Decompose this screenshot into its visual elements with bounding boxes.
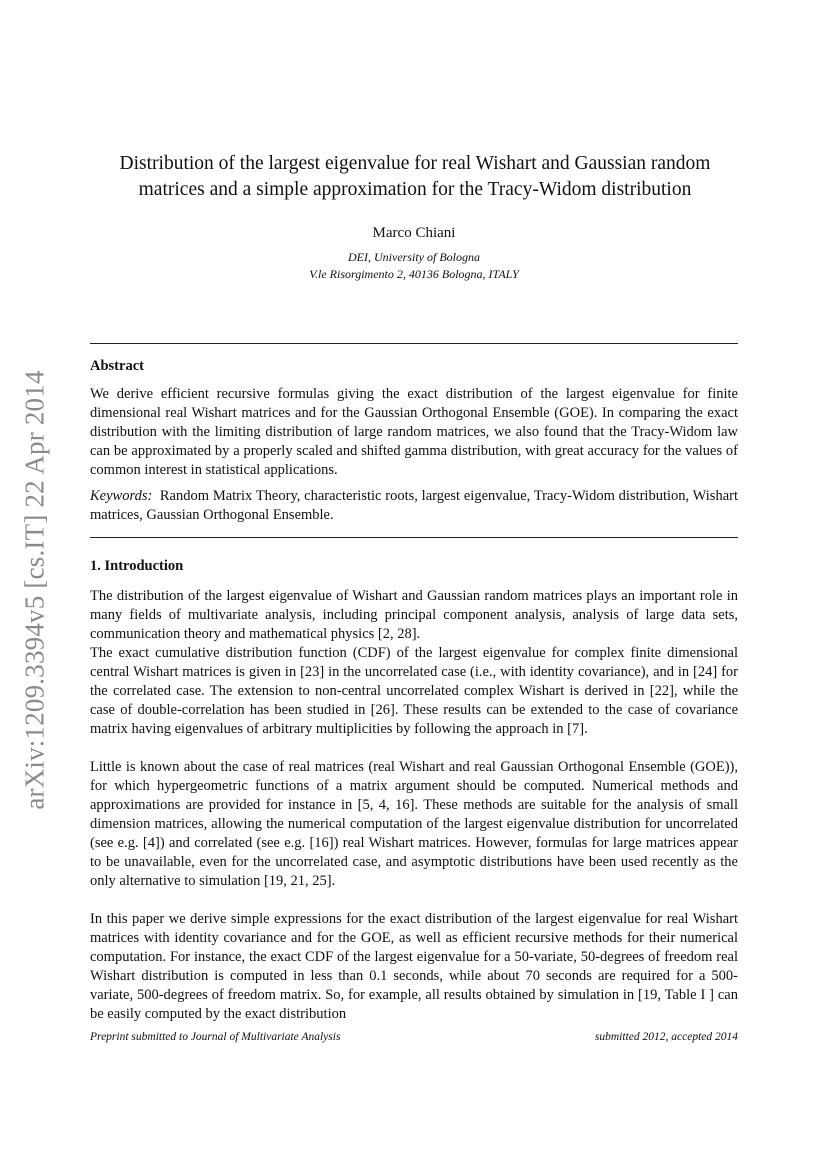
introduction-heading: 1. Introduction: [90, 558, 184, 574]
title-line-1: Distribution of the largest eigenvalue for real Wishart and Gaussian random: [119, 153, 711, 174]
intro-paragraph-3: Little is known about the case of real matrices (real Wishart and real Gaussian Orthogonal Ensemble (GOE)), for which hypergeometric functions of a matrix argument should be computed. Numerical methods and approximations are provided for instance in [5, 4, 16]. These methods are suitable for the analysis of small dimension matrices, allowing the numerical computation of the largest eigenvalue distribution for uncorrelated (see e.g. [4]) and correlated (see e.g. [16]) real Wishart matrices. However, formulas for large matrices appear to be unavailable, even for the uncorrelated case, and asymptotic distributions have been used recently as the only alternative to simulation [19, 21, 25].: [90, 759, 738, 889]
affiliation-line-2: V.le Risorgimento 2, 40136 Bologna, ITALY: [309, 267, 519, 281]
arxiv-identifier: arXiv:1209.3394v5 [cs.IT] 22 Apr 2014: [19, 370, 50, 810]
footer-dates: submitted 2012, accepted 2014: [594, 1031, 738, 1043]
intro-paragraph-1: The distribution of the largest eigenvalue of Wishart and Gaussian random matrices plays an important role in many fields of multivariate analysis, including principal component analysis, analysis of large data sets, communication theory and mathematical physics [2, 28].: [90, 588, 738, 642]
keywords-text: Random Matrix Theory, characteristic roots, largest eigenvalue, Tracy-Widom distribution, Wishart matrices, Gaussian Orthogonal Ensemble.: [90, 488, 738, 523]
abstract-bottom-rule: [90, 537, 738, 538]
abstract-heading: Abstract: [90, 358, 144, 374]
intro-paragraph-2: The exact cumulative distribution function (CDF) of the largest eigenvalue for complex finite dimensional central Wishart matrices is given in [23] in the uncorrelated case (i.e., with identity covariance), and in [24] for the correlated case. The extension to non-central uncorrelated complex Wishart is derived in [22], while the case of double-correlation has been studied in [26]. These results can be extended to the case of covariance matrix having eigenvalues of arbitrary multiplicities by following the approach in [7].: [90, 645, 738, 737]
footer-journal: Preprint submitted to Journal of Multivariate Analysis: [90, 1031, 341, 1043]
author-name: Marco Chiani: [372, 225, 456, 241]
affiliation-line-1: DEI, University of Bologna: [348, 250, 480, 264]
abstract-top-rule: [90, 343, 738, 344]
keywords: [90, 487, 738, 525]
keywords-label: Keywords:: [90, 488, 153, 504]
affiliation: [0, 249, 828, 283]
arxiv-stamp: [20, 350, 50, 830]
title-line-2: matrices and a simple approximation for the Tracy-Widom distribution: [138, 179, 692, 200]
abstract-text: We derive efficient recursive formulas giving the exact distribution of the largest eigenvalue for finite dimensional real Wishart matrices and for the Gaussian Orthogonal Ensemble (GOE). In comparing the exact distribution with the limiting distribution of large random matrices, we also found that the Tracy-Widom law can be approximated by a properly scaled and shifted gamma distribution, with great accuracy for the values of common interest in statistical applications.: [90, 386, 738, 478]
intro-paragraph-4: In this paper we derive simple expressions for the exact distribution of the largest eigenvalue for real Wishart matrices with identity covariance and for the GOE, as well as efficient recursive methods for their numerical computation. For instance, the exact CDF of the largest eigenvalue for a 50-variate, 50-degrees of freedom real Wishart distribution is computed in less than 0.1 seconds, while about 70 seconds are required for a 500-variate, 500-degrees of freedom matrix. So, for example, all results obtained by simulation in [19, Table I ] can be easily computed by the exact distribution: [90, 911, 738, 1022]
paper-title: [70, 151, 760, 203]
